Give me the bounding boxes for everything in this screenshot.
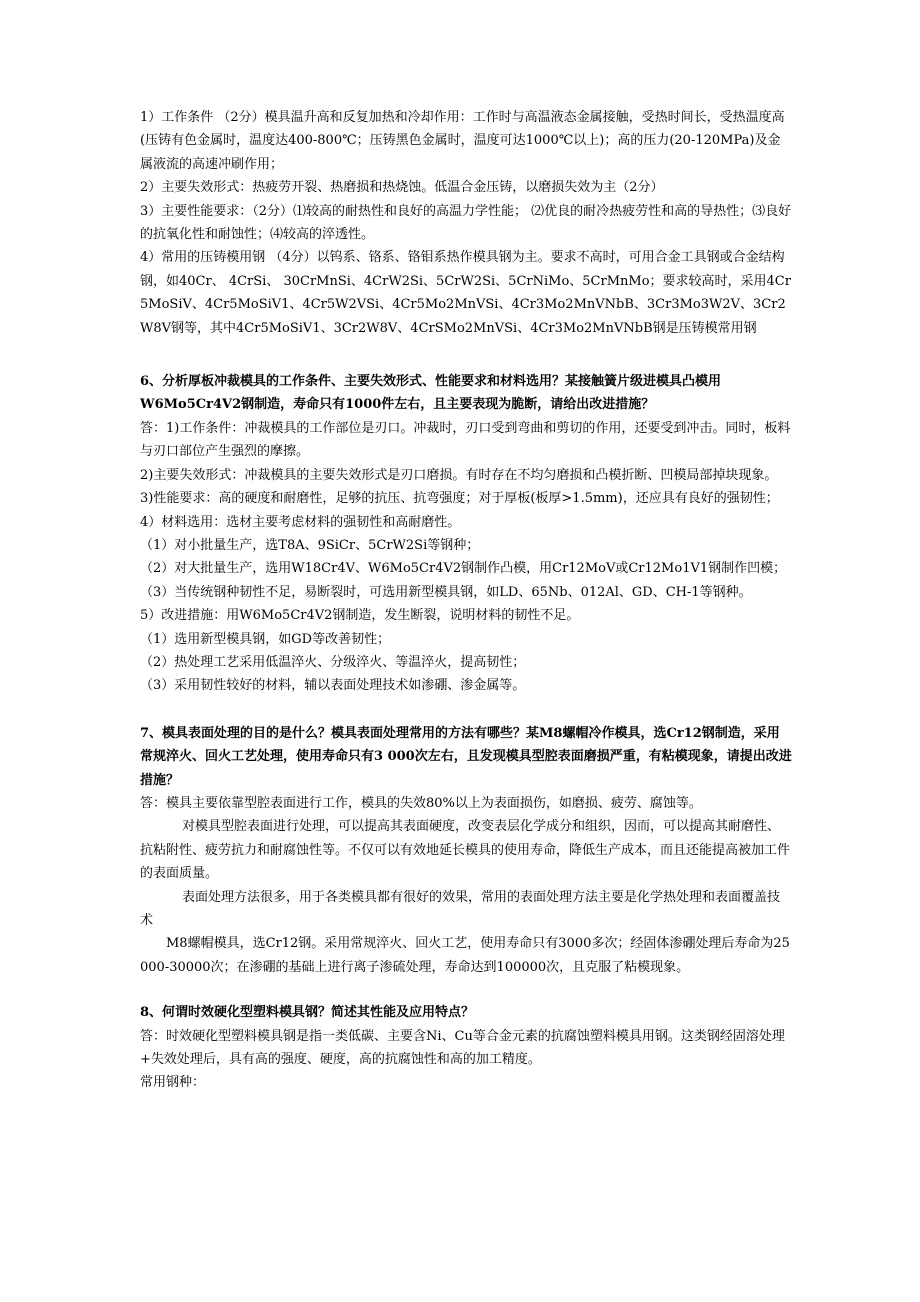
paragraph: 4）材料选用：选材主要考虑材料的强韧性和高耐磨性。 [140, 514, 461, 530]
list-item: （2）热处理工艺采用低温淬火、分级淬火、等温淬火，提高韧性； [140, 654, 526, 670]
list-item: （1）选用新型模具钢，如GD等改善韧性； [140, 631, 391, 647]
question-title: 6、分析厚板冲裁模具的工作条件、主要失效形式、性能要求和材料选用？某接触簧片级进模具凸模用W6Mo5Cr4V2钢制造，寿命只有1000件左右，且主要表现为脆断，请给出改进措施？ [140, 374, 722, 413]
paragraph: 2）主要失效形式：热疲劳开裂、热磨损和热烧蚀。低温合金压铸，以磨损失效为主（2分） [140, 180, 664, 196]
list-item: （3）当传统钢种韧性不足，易断裂时，可选用新型模具钢，如LD、65Nb、012Al、GD、CH-1等钢种。 [140, 584, 752, 600]
paragraph: 2)主要失效形式：冲裁模具的主要失效形式是刃口磨损。有时存在不均匀磨损和凸模折断、凹模局部掉块现象。 [140, 467, 778, 483]
spacer [140, 979, 792, 1001]
paragraph: M8螺帽模具，选Cr12钢。采用常规淬火、回火工艺，使用寿命只有3000多次；经固体渗硼处理后寿命为25 000-30000次；在渗硼的基础上进行离子渗硫处理，寿命达到100000次，且克服了粘模现象。 [140, 936, 790, 975]
paragraph: 3)性能要求：高的硬度和耐磨性，足够的抗压、抗弯强度；对于厚板(板厚>1.5mm)，还应具有良好的强韧性； [140, 491, 779, 507]
paragraph: 1）工作条件 （2分）模具温升高和反复加热和冷却作用：工作时与高温液态金属接触，受热时间长，受热温度高(压铸有色金属时，温度达400-800℃；压铸黑色金属时，温度可达1000℃以上)；高的压力(20-120MPa)及金属液流的高速冲刷作用； [140, 110, 785, 172]
spacer [140, 698, 792, 722]
list-item: （1）对小批量生产，选T8A、9SiCr、5CrW2Si等钢种； [140, 537, 480, 553]
paragraph: 常用钢种： [140, 1075, 206, 1091]
list-item: （2）对大批量生产，选用W18Cr4V、W6Mo5Cr4V2钢制作凸模，用Cr12MoV或Cr12Mo1V1钢制作凹模； [140, 561, 787, 577]
paragraph: 表面处理方法很多，用于各类模具都有很好的效果，常用的表面处理方法主要是化学热处理和表面覆盖技术 [140, 889, 781, 928]
question-7 [140, 722, 792, 979]
paragraph: 对模具型腔表面进行处理，可以提高其表面硬度，改变表层化学成分和组织，因而，可以提高其耐磨性、抗粘附性、疲劳抗力和耐腐蚀性等。不仅可以有效地延长模具的使用寿命，降低生产成本，而且还能提高被加工件的表面质量。 [140, 819, 791, 882]
paragraph: 答：1)工作条件：冲裁模具的工作部位是刃口。冲裁时，刃口受到弯曲和剪切的作用，还要受到冲击。同时，板料与刃口部位产生强烈的摩擦。 [140, 420, 791, 460]
paragraph: 5）改进措施：用W6Mo5Cr4V2钢制造，发生断裂，说明材料的韧性不足。 [140, 608, 580, 624]
document-page [140, 106, 792, 1095]
question-8 [140, 1001, 792, 1095]
question-title: 8、何谓时效硬化型塑料模具钢？简述其性能及应用特点？ [140, 1005, 475, 1021]
answer-line: 答：时效硬化型塑料模具钢是指一类低碳、主要含Ni、Cu等合金元素的抗腐蚀塑料模具用钢。这类钢经固溶处理+失效处理后，具有高的强度、硬度，高的抗腐蚀性和高的加工精度。 [140, 1028, 785, 1068]
paragraph: 4）常用的压铸模用钢 （4分）以钨系、铬系、铬钼系热作模具钢为主。要求不高时，可用合金工具钢或合金结构钢，如40Cr、 4CrSi、 30CrMnSi、4CrW2Si、5CrW2Si、5CrNiMo、5CrMnMo；要求较高时，采用4Cr5MoSiV、4Cr5MoSiV1、4Cr5W2VSi、4Cr5Mo2MnVSi、4Cr3Mo2MnVNbB、3Cr3Mo3W2V、3Cr2W8V钢等，其中4Cr5MoSiV1、3Cr2W8V、4CrSMo2MnVSi、4Cr3Mo2MnVNbB钢是压铸模常用钢 [140, 250, 791, 336]
spacer [140, 340, 792, 370]
question-6 [140, 370, 792, 698]
question-title: 7、模具表面处理的目的是什么？模具表面处理常用的方法有哪些？某M8螺帽冷作模具，选Cr12钢制造，采用常规淬火、回火工艺处理，使用寿命只有3 000次左右，且发现模具型腔表面磨损严重，有粘模现象，请提出改进措施？ [140, 725, 792, 788]
list-item: （3）采用韧性较好的材料，辅以表面处理技术如渗硼、渗金属等。 [140, 678, 526, 694]
answer-line: 答：模具主要依靠型腔表面进行工作，模具的失效80%以上为表面损伤，如磨损、疲劳、腐蚀等。 [140, 795, 702, 811]
section-5-answer [140, 106, 792, 340]
paragraph: 3）主要性能要求：（2分）⑴较高的耐热性和良好的高温力学性能； ⑵优良的耐冷热疲劳性和高的导热性；⑶良好的抗氧化性和耐蚀性；⑷较高的淬透性。 [140, 203, 792, 243]
